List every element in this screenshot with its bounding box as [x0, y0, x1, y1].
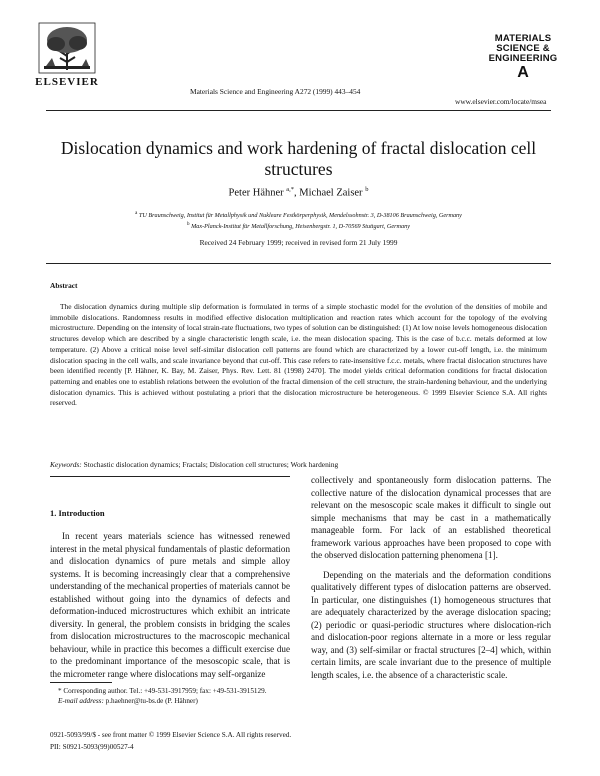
keywords-label: Keywords:: [50, 460, 82, 469]
affiliation: [46, 211, 551, 219]
received-dates: Received 24 February 1999; received in revised form 21 July 1999: [199, 238, 398, 247]
footnote-rule: [50, 682, 112, 683]
affiliation-marker: b: [187, 222, 190, 227]
copyright-block: [50, 729, 291, 753]
copyright-line: 0921-5093/99/$ - see front matter © 1999 Elsevier Science S.A. All rights reserved.: [50, 731, 292, 739]
keywords-text: Stochastic dislocation dynamics; Fractals; Dislocation cell structures; Work hardening: [83, 460, 339, 469]
author-name: Michael Zaiser: [299, 187, 363, 199]
abstract-text: The dislocation dynamics during multiple slip deformation is formulated in terms of a simple stochastic model for the evolution of the densities of mobile and immobile dislocations. Randomness results in modified effective dislocation multiplication and reaction rates which account for the topology of the evolving microstructure. Depending on the intensity of local strain-rate fluctuations, two types of solution can be distinguished: (1) At low noise levels homogeneous dislocation structures develop which are described by a single characteristic length scale, i.e. the mean dislocation spacing. This is the case of b.c.c. metals deformed at low temperature. (2) Above a critical noise level self-similar dislocation cell patterns are found which are characterized by a lower cut-off length, i.e. the minimum dislocation spacing in the cell walls, and scale invariance beyond that cut-off. This case refers to rate-insensitive f.c.c. metals, where fractal dislocation structures have been identified recently [P. Hähner, K. Bay, M. Zaiser, Phys. Rev. Lett. 81 (1998) 2470]. The model yields critical deformation conditions for fractal dislocation patterning and enables one to establish relations between the evolution of the fractal dimension of the cell structure, the strain-hardening behaviour, and the underlying dislocation dynamics. This is achieved without postulating a priori that the dislocation microstructure be heterogeneous. © 1999 Elsevier Science S.A. All rights reserved.: [50, 302, 547, 408]
keywords: [50, 460, 547, 469]
pii-line: PII: S0921-5093(99)00527-4: [50, 743, 134, 751]
elsevier-tree-icon: [38, 22, 96, 74]
publisher-name: ELSEVIER: [35, 76, 99, 88]
elsevier-logo: [24, 22, 110, 96]
author-separator: ,: [294, 187, 300, 199]
abstract-heading: Abstract: [50, 281, 78, 290]
email-label: E-mail address:: [58, 697, 104, 705]
affiliation-marker: a: [135, 211, 138, 216]
body-paragraph: In recent years materials science has witnessed renewed interest in the metal physical fundamentals of plastic deformation and dislocation dynamics of pure metals and simple alloy systems. It is becoming increasingly clear that a comprehensive understanding of the mechanical properties of materials cannot be established without going into the dynamics of defects and deformation-induced microstructures which exhibit an intricate diversity. In general, the problem consists in bridging the scales from dislocation microstructures to the macroscopic mechanical behaviour, while in practice this becomes a difficult exercise due to the predominant importance of the mesoscopic scale, that is the micrometer range where dislocations may self-organize: [50, 531, 290, 679]
section-heading: 1. Introduction: [50, 508, 105, 518]
keywords-rule: [50, 476, 290, 477]
affiliation: [46, 222, 551, 230]
author-marker: a,*: [286, 186, 295, 193]
journal-logo: [478, 34, 568, 90]
left-column: [50, 530, 290, 680]
right-column: [311, 474, 551, 681]
footnotes: [50, 686, 290, 706]
body-paragraph: Depending on the materials and the deformation conditions qualitatively different types of dislocation patterns are observed. In particular, one distinguishes (1) homogeneous structures that are adequately characterized by the average dislocation spacing; (2) periodic or quasi-periodic structures where dislocation-rich and dislocation-poor regions alternate in a more or less regular way, and (3) self-similar or fractal structures [2–4] which, within certain limits, are scale invariant due to the presence of multiple length scales, i.e. the absence of a characteristic scale.: [311, 569, 551, 680]
affiliation-text: Max-Planck-Institut für Metallforschung, Heisenbergstr. 1, D-70569 Stuttgart, Germany: [191, 223, 410, 231]
journal-logo-line: SCIENCE &: [496, 43, 550, 54]
abstract-top-rule: [46, 263, 551, 264]
journal-reference: Materials Science and Engineering A272 (1999) 443–454: [190, 87, 361, 96]
header-rule: [46, 110, 551, 111]
journal-url[interactable]: www.elsevier.com/locate/msea: [455, 97, 547, 106]
email-address[interactable]: p.haehner@tu-bs.de (P. Hähner): [105, 697, 198, 705]
body-paragraph: collectively and spontaneously form dislocation patterns. The collective nature of the dislocation dynamical processes that are relevant on the mesoscopic scale makes it difficult to single out simple mechanisms that may be cast in a mathematically manageable form. For lack of an established theoretical framework various approaches have been proposed to cope with the observed dislocation patterning phenomena [1].: [311, 475, 551, 560]
author-name: Peter Hähner: [228, 187, 284, 199]
author-marker: b: [365, 186, 369, 193]
journal-logo-line: MATERIALS: [494, 33, 552, 44]
author-list: [46, 186, 551, 199]
corresponding-author-note: * Corresponding author. Tel.: +49-531-3917959; fax: +49-531-3915129.: [58, 687, 267, 695]
affiliation-text: TU Braunschweig, Institut für Metallphysik und Nukleare Festkörperphysik, Mendelssohnstr. 3, D-38106 Braunschweig, Germany: [138, 212, 462, 220]
article-title: Dislocation dynamics and work hardening of fractal dislocation cell structures: [60, 138, 537, 179]
journal-logo-line: ENGINEERING: [488, 53, 558, 64]
journal-series-letter: A: [517, 64, 529, 81]
